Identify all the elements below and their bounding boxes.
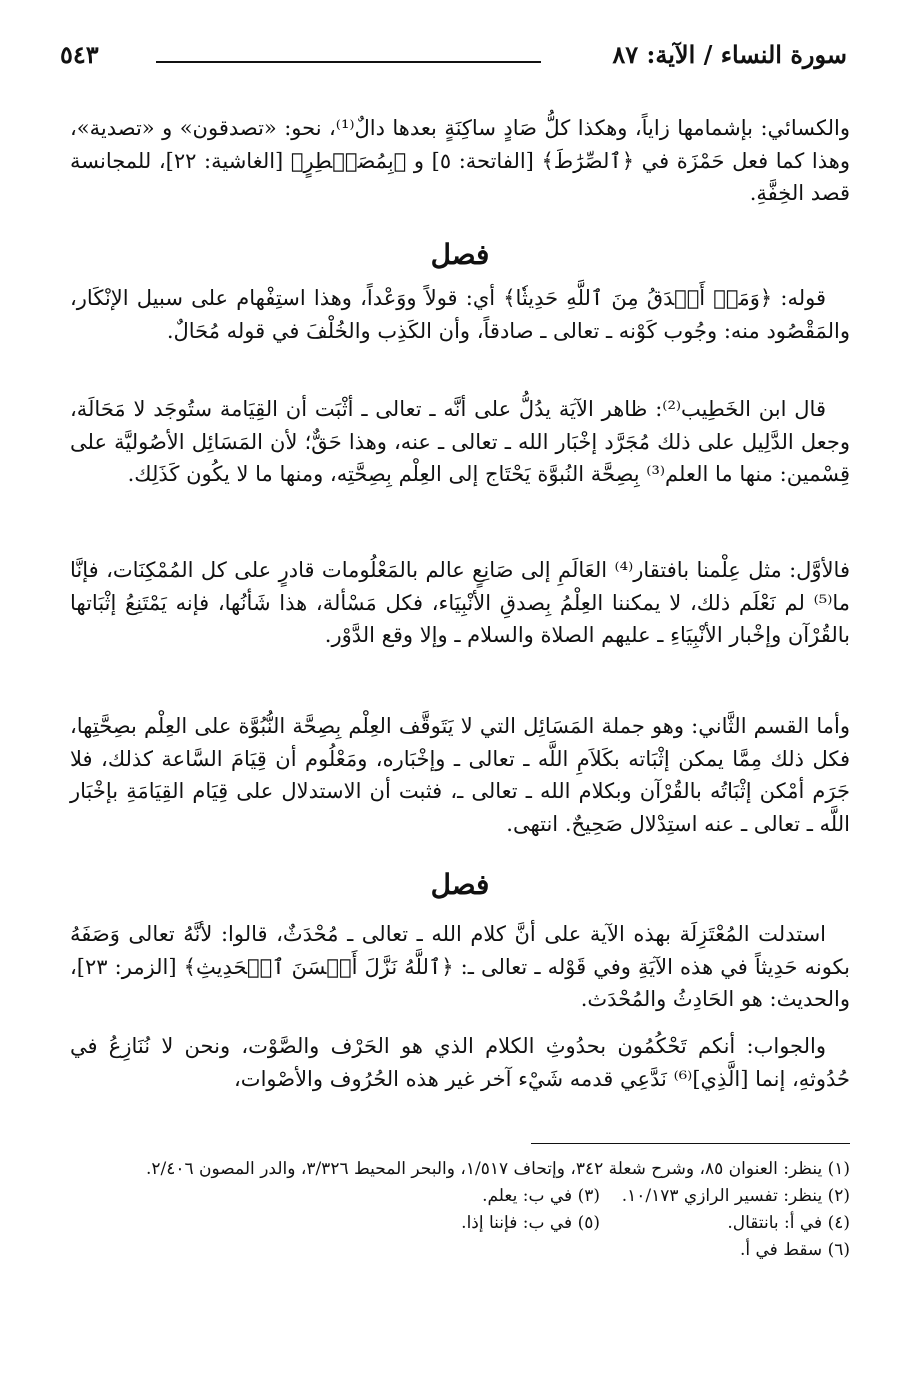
footnote-6: (٦) سقط في أ. bbox=[739, 1240, 850, 1260]
footnote-rule bbox=[531, 1143, 850, 1144]
section-heading-1: فصل bbox=[430, 238, 490, 271]
footnote-2: (٢) ينظر: تفسير الرازي ١٠/١٧٣. bbox=[621, 1186, 850, 1206]
page-number: ٥٤٣ bbox=[60, 40, 99, 69]
paragraph-4: فالأوَّل: مثل عِلْمنا بافتقار⁽⁴⁾ العَالَمِ إلى صَانِعٍ عالم بالمَعْلُومات قادرٍ على كل المُمْكِنَات، فإنَّا ما⁽⁵⁾ لم نَعْلَم ذلك، لا يمكننا العِلْمُ بِصدقِ الأنْبِيَاء، فكل مَسْألة، هذا شَأنُها، فإنه يَمْتَنِعُ إثْبَاتها بالقُرْآن وإخْبار الأنْبِيَاءِ ـ عليهم الصلاة والسلام ـ وإلا وقع الدَّوْر. bbox=[70, 558, 850, 647]
footnote-3: (٣) في ب: يعلم. bbox=[482, 1186, 600, 1206]
paragraph-6: استدلت المُعْتَزِلَة بهذه الآية على أنَّ كلام الله ـ تعالى ـ مُحْدَثٌ، قالوا: لأنَّهُ تعالى وَصَفَهُ بكونه حَدِيثاً في هذه الآيَةِ وفي قَوْله ـ تعالى ـ: ﴿ٱللَّهُ نَزَّلَ أَحۡسَنَ ٱلۡحَدِيثِ﴾ [الزمر: ٢٣]، والحديث: هو الحَادِثُ والمُحْدَث. bbox=[70, 922, 850, 1011]
text-block-2 bbox=[70, 282, 850, 347]
footnote-5: (٥) في ب: فإننا إذا. bbox=[461, 1213, 600, 1233]
paragraph-2: قوله: ﴿وَمَنۡ أَصۡدَقُ مِنَ ٱللَّهِ حَدِيثٗا﴾ أي: قولاً ووَعْداً، وهذا استِفْهام على سبيل الإنْكَار، والمَقْصُود منه: وجُوب كَوْنه ـ تعالى ـ صادقاً، وأن الكَذِب والخُلْفَ في قوله مُحَالٌ. bbox=[70, 286, 850, 343]
paragraph-3: قال ابن الخَطِيب⁽²⁾: ظاهر الآيَة يدُلُّ على أنَّه ـ تعالى ـ أثْبَت أن القِيَامة ستُوجَد لا مَحَالَة، وجعل الدَّلِيل على ذلك مُجَرَّد إخْبَار الله ـ تعالى ـ عنه، وهذا حَقٌّ؛ لأن المَسَائِل الأصُوليَّة على قِسْمين: منها ما العلم⁽³⁾ بِصِحَّة النُبوَّة يَحْتَاج إلى العِلْم بِصِحَّتِه، ومنها ما لا يكُون كَذَلِك. bbox=[70, 397, 850, 486]
running-header bbox=[60, 40, 847, 80]
text-block-6 bbox=[70, 918, 850, 1016]
header-rule bbox=[156, 61, 541, 63]
text-block-7 bbox=[70, 1030, 850, 1095]
paragraph-5: وأما القسم الثَّاني: وهو جملة المَسَائِل التي لا يَتَوقَّف العِلْم بِصِحَّة النُّبُوَّة على العِلْم بصِحَّتِها، فكل ذلك مِمَّا يمكن إثْبَاته بكَلاَمِ اللَّه ـ تعالى ـ وإخْبَاره، ومَعْلُوم أن قِيَامَ السَّاعة كذلك، فلا جَرَم أمْكن إثْبَاتُه بالقُرْآن وبكلام الله ـ تعالى ـ، فثبت أن الاستدلال على قِيَام القِيَامَةِ بإخْبَار اللَّه ـ تعالى ـ عنه استِدْلال صَحِيحٌ. انتهى. bbox=[70, 714, 850, 836]
text-block-5 bbox=[70, 710, 850, 840]
header-title: سورة النساء / الآية: ٨٧ bbox=[612, 40, 847, 69]
text-block-4 bbox=[70, 554, 850, 652]
text-block-3 bbox=[70, 393, 850, 491]
section-heading-2: فصل bbox=[430, 868, 490, 901]
footnote-row-2 bbox=[70, 1210, 850, 1237]
footnote-1: (١) ينظر: العنوان ٨٥، وشرح شعلة ٣٤٢، وإتحاف ١/٥١٧، والبحر المحيط ٣/٣٢٦، والدر المصون ٢/٤٠٦. bbox=[145, 1159, 850, 1179]
footnotes bbox=[70, 1156, 850, 1264]
footnote-4: (٤) في أ: بانتقال. bbox=[727, 1213, 850, 1233]
paragraph-7: والجواب: أنكم تَحْكُمُون بحدُوثِ الكلام الذي هو الحَرْف والصَّوْت، ونحن لا نُنَازِعُ في حُدُوثهِ، إنما [الَّذِي]⁽⁶⁾ نَدَّعِي قدمه شَيْء آخر غير هذه الحُرُوف والأصْوات، bbox=[70, 1034, 850, 1091]
paragraph-1: والكسائي: بإشمامها زاياً، وهكذا كلُّ صَادٍ ساكِنَةٍ بعدها دالٌ⁽¹⁾، نحو: «تصدقون» و «تصدية»، وهذا كما فعل حَمْزَة في ﴿ٱلصِّرَٰطَ﴾ [الفاتحة: ٥] و ﴿بِمُصَيۡطِرٍ﴾ [الغاشية: ٢٢]، للمجانسة قصد الخِفَّةِ. bbox=[70, 116, 850, 205]
text-block-1 bbox=[70, 112, 850, 210]
footnote-row-1 bbox=[70, 1183, 850, 1210]
